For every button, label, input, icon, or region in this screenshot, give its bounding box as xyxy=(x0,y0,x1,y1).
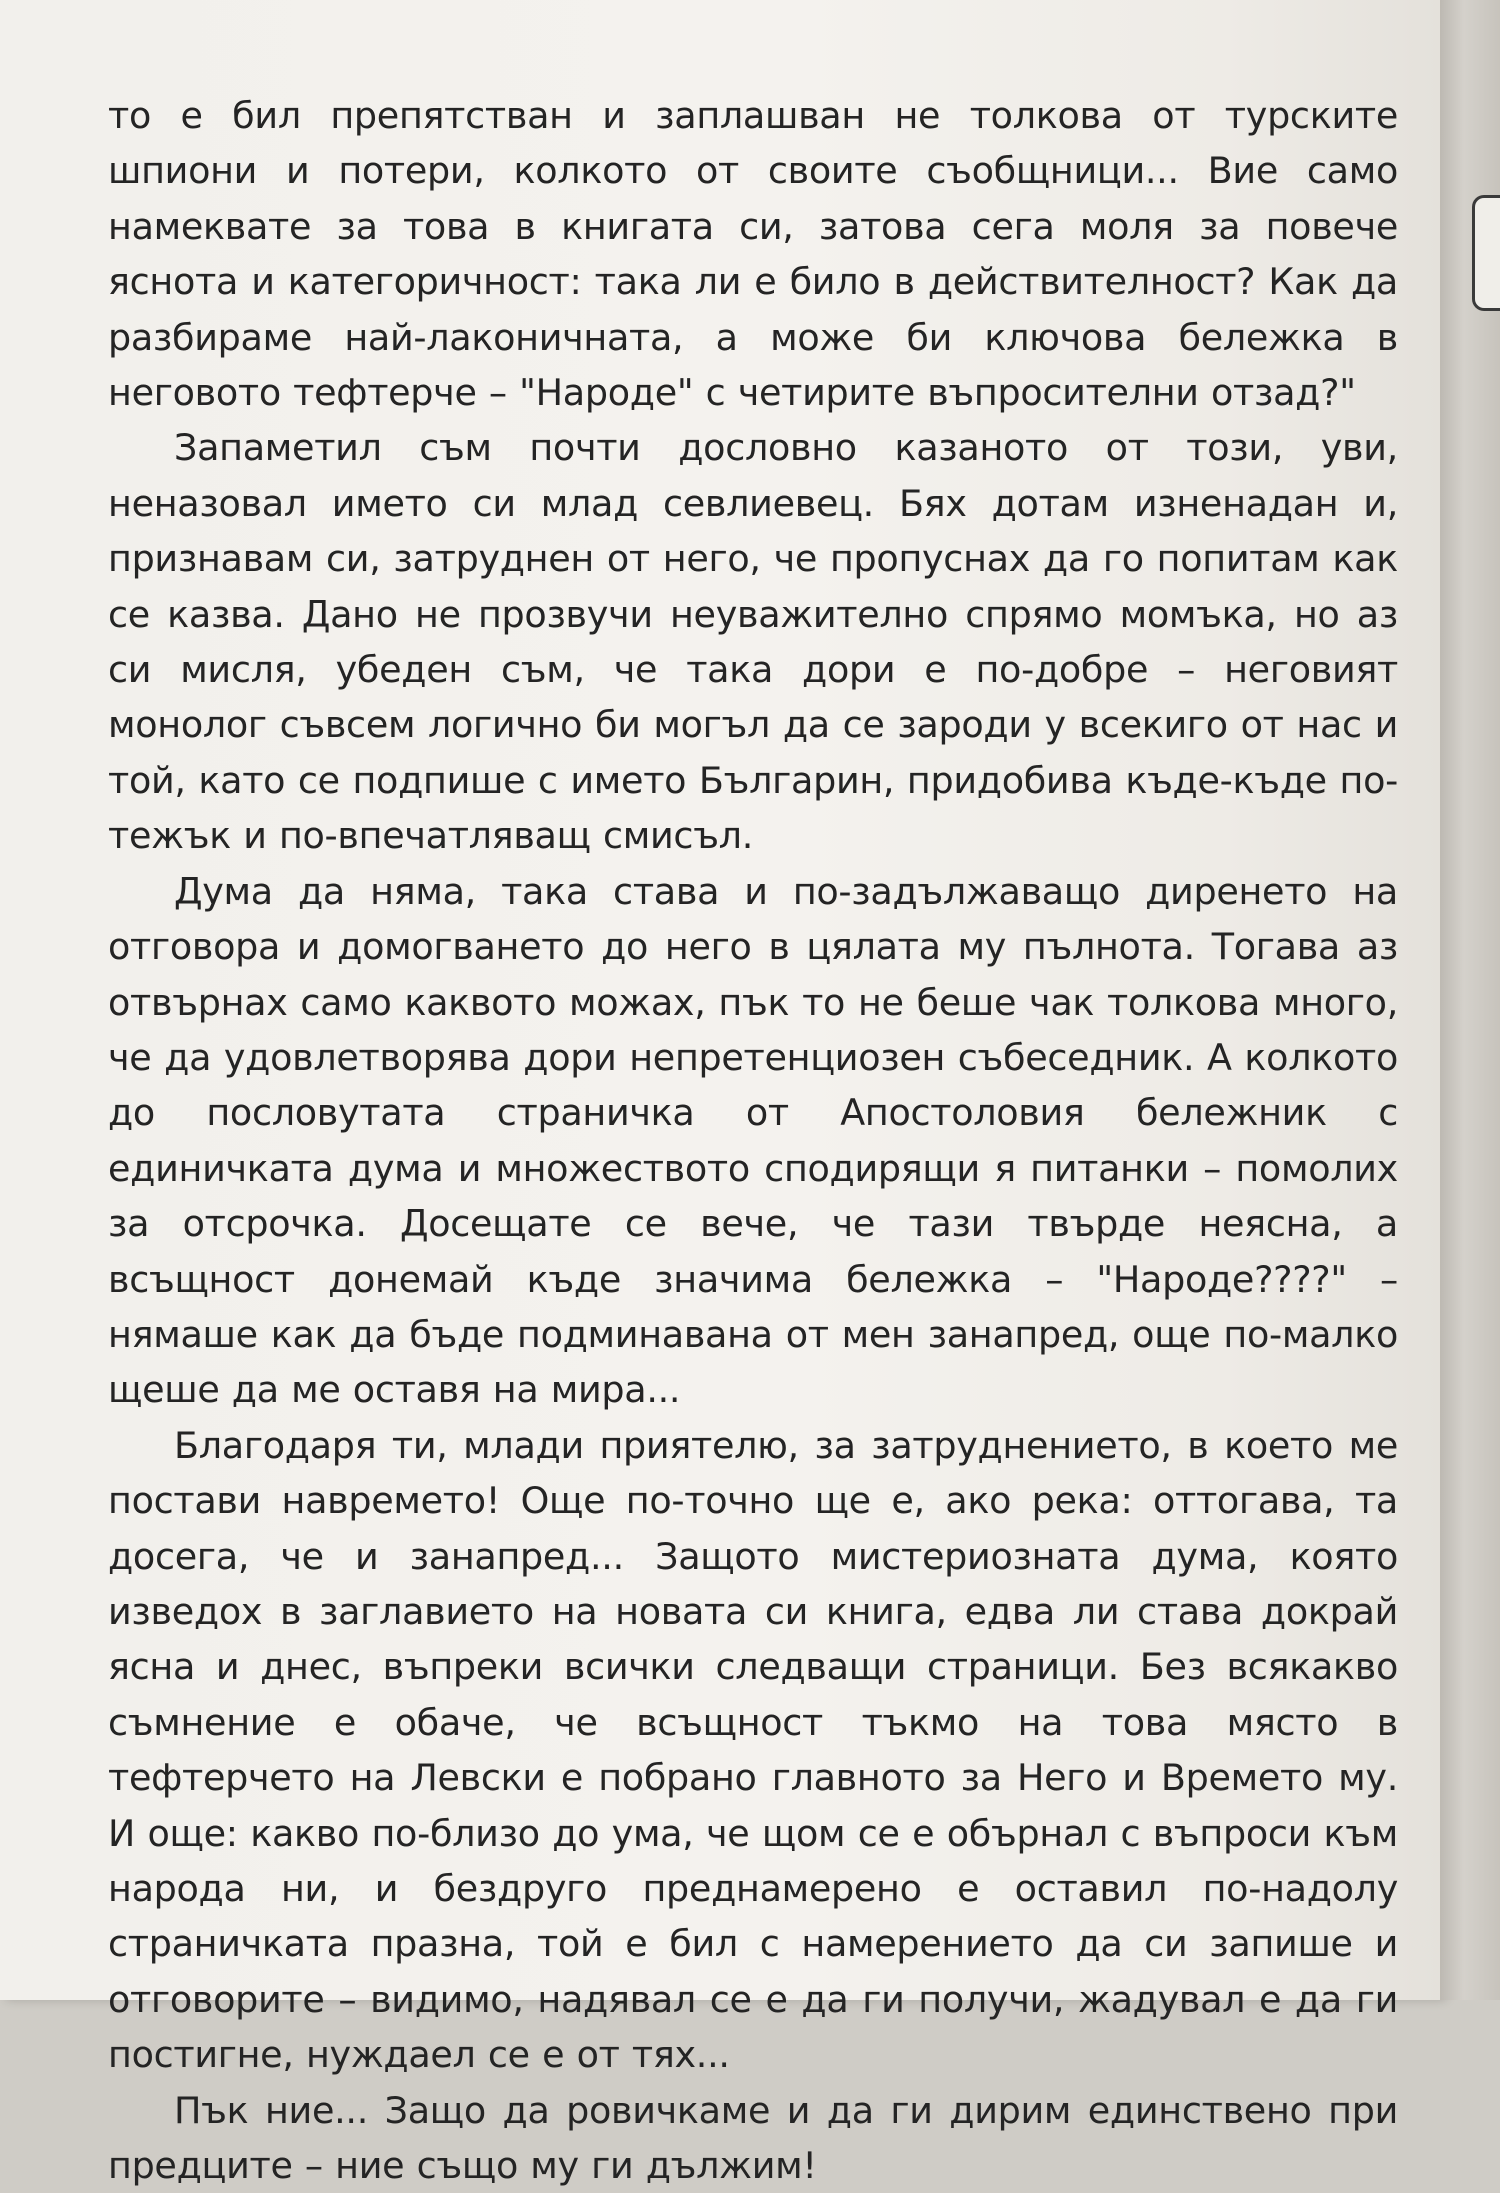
paragraph-1: то е бил препятстван и заплашван не толкова от турските шпиони и потери, колкото от своите съобщници... Вие само намеквате за това в книгата си, затова сега моля за повече яснота и категоричност: така ли е било в действителност? Как да разбираме най-лаконичната, а може би ключова бележка в неговото тефтерче – "Народе" с четирите въпросителни отзад?" xyxy=(108,94,1398,415)
page-text xyxy=(108,88,1398,2193)
paragraph-2: Запаметил съм почти дословно казаното от този, уви, неназовал името си млад севлиевец. Бях дотам изненадан и, признавам си, затруднен от него, че пропуснах да го попитам как се казва. Дано не прозвучи неуважително спрямо момъка, но аз си мисля, убеден съм, че така дори е по-добре – неговият монолог съвсем логично би могъл да се зароди у всекиго от нас и той, като се подпише с името Българин, придобива къде-къде по-тежък и по-впечатляващ смисъл. xyxy=(108,426,1398,858)
paragraph-4: Благодаря ти, млади приятелю, за затруднението, в което ме постави навремето! Още по-точно ще е, ако река: оттогава, та досега, че и занапред... Защото мистериозната дума, която изведох в заглавието на новата си книга, едва ли става докрай ясна и днес, въпреки всички следващи страници. Без всякакво съмнение е обаче, че всъщност тъкмо на това място в тефтерчето на Левски е побрано главното за Него и Времето му. И още: какво по-близо до ума, че щом се е обърнал с въпроси към народа ни, и бездруго преднамерено е оставил по-надолу страничката празна, той е бил с намерението да си запише и отговорите – видимо, надявал се е да ги получи, жадувал е да ги постигне, нуждаел се е от тях... xyxy=(108,1423,1398,2077)
paragraph-5: Пък ние... Защо да ровичкаме и да ги дирим единствено при предците – ние също му ги дължим! xyxy=(108,2088,1398,2188)
bookmark-tab xyxy=(1472,195,1500,311)
paragraph-3: Дума да няма, така става и по-задължаващо диренето на отговора и домогването до него в цялата му пълнота. Тогава аз отвърнах само каквото можах, пък то не беше чак толкова много, че да удовлетворява дори непретенциозен събеседник. А колкото до пословутата страничка от Апостоловия бележник с единичката дума и множеството сподирящи я питанки – помолих за отсрочка. Досещате се вече, че тази твърде неясна, а всъщност донемай къде значима бележка – "Народе????" – нямаше как да бъде подминавана от мен занапред, още по-малко щеше да ме оставя на мира... xyxy=(108,869,1398,1412)
